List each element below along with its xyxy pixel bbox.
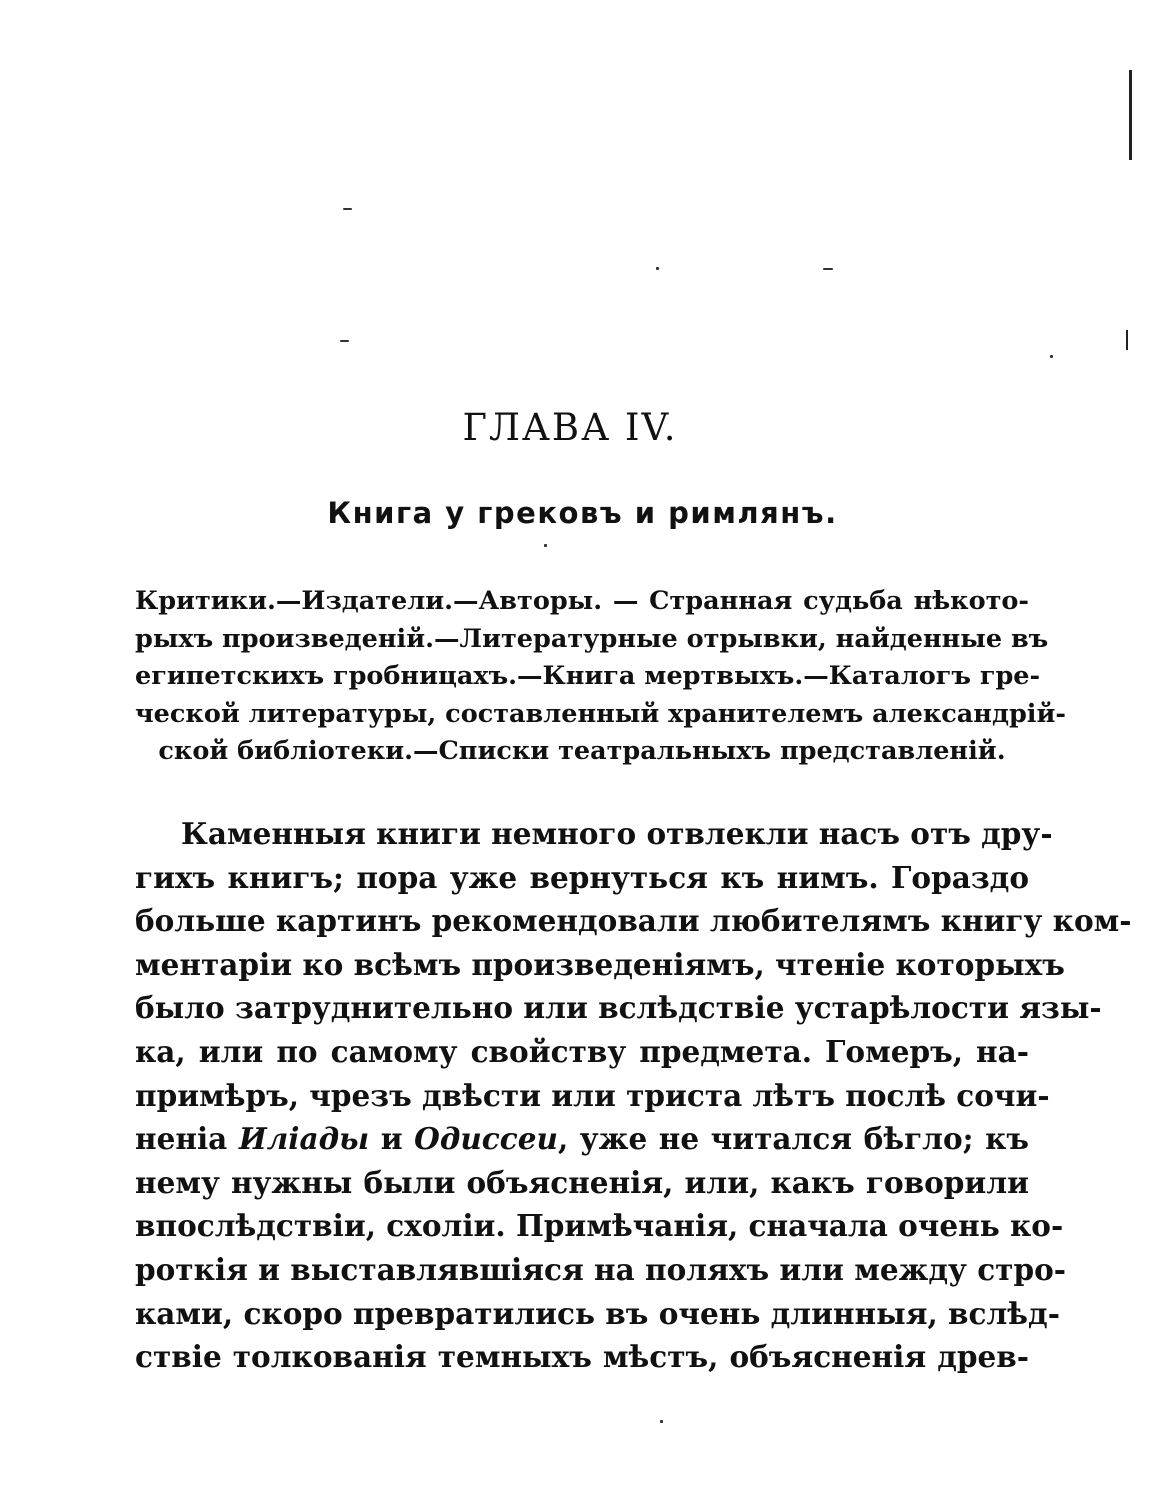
scan-speck <box>823 268 833 270</box>
body-text-segment: ствіе толкованія темныхъ мѣстъ, объясненія древ- <box>135 1339 1029 1375</box>
body-line <box>135 1248 1066 1292</box>
chapter-summary <box>135 583 1066 771</box>
body-line <box>135 986 1102 1030</box>
body-line <box>135 1161 1029 1205</box>
summary-line: египетскихъ гробницахъ.—Книга мертвыхъ.—Каталогъ гре- <box>135 661 1041 691</box>
summary-line: ской библіотеки.—Списки театральныхъ представленій. <box>158 736 1006 766</box>
scan-edge-mark <box>1129 70 1132 160</box>
scan-speck <box>544 544 547 547</box>
body-line <box>135 943 1065 987</box>
body-paragraph <box>135 812 1132 1379</box>
body-text-segment: , уже не читался бѣгло; къ <box>557 1121 1029 1157</box>
body-text-segment: роткія и выставлявшіяся на поляхъ или между стро- <box>135 1251 1066 1287</box>
body-text-segment: Каменныя книги немного отвлекли насъ отъ дру- <box>181 816 1053 851</box>
body-line <box>135 899 1132 943</box>
body-line <box>135 812 1053 856</box>
summary-line: рыхъ произведеній.—Литературные отрывки, найденные въ <box>135 623 1049 654</box>
scan-speck <box>340 340 349 342</box>
body-text-segment: ка, или по самому свойству предмета. Гомеръ, на- <box>135 1033 1029 1069</box>
body-text-segment: гихъ книгъ; пора уже вернуться къ нимъ. Гораздо <box>135 859 1029 895</box>
body-line <box>135 1074 1050 1118</box>
body-text-segment: неніа <box>135 1121 239 1157</box>
summary-line: Критики.—Издатели.—Авторы. — Странная судьба нѣкото- <box>135 586 1029 616</box>
body-text-segment: было затруднительно или вслѣдствіе устарѣлости язы- <box>135 990 1102 1026</box>
chapter-number: ГЛАВА IV. <box>462 406 678 449</box>
body-text-segment: ками, скоро превратились въ очень длинныя, вслѣд- <box>135 1295 1060 1331</box>
scan-edge-mark <box>1126 330 1128 350</box>
body-line <box>135 856 1029 900</box>
scan-speck <box>660 1420 663 1423</box>
italic-title: Одиссеи <box>414 1121 558 1157</box>
italic-title: Иліады <box>238 1121 370 1157</box>
body-line <box>135 1117 1029 1161</box>
scan-speck <box>343 208 352 210</box>
body-text-segment: впослѣдствіи, схоліи. Примѣчанія, сначала очень ко- <box>135 1208 1064 1244</box>
body-line <box>135 1204 1064 1248</box>
body-line <box>135 1335 1029 1379</box>
body-text-segment: нему нужны были объясненія, или, какъ говорили <box>135 1164 1029 1200</box>
body-line <box>135 1292 1060 1336</box>
body-line <box>135 1030 1029 1074</box>
body-text-segment: и <box>369 1121 415 1157</box>
chapter-title: Книга у грековъ и римлянъ. <box>327 496 838 530</box>
scan-speck <box>656 267 659 270</box>
body-text-segment: больше картинъ рекомендовали любителямъ книгу ком- <box>135 903 1132 939</box>
summary-line: ческой литературы, составленный хранителемъ александрій- <box>135 698 1066 729</box>
body-text-segment: примѣръ, чрезъ двѣсти или триста лѣтъ послѣ сочи- <box>135 1077 1050 1113</box>
body-text-segment: ментаріи ко всѣмъ произведеніямъ, чтеніе которыхъ <box>135 946 1065 982</box>
scan-speck <box>1050 355 1053 358</box>
